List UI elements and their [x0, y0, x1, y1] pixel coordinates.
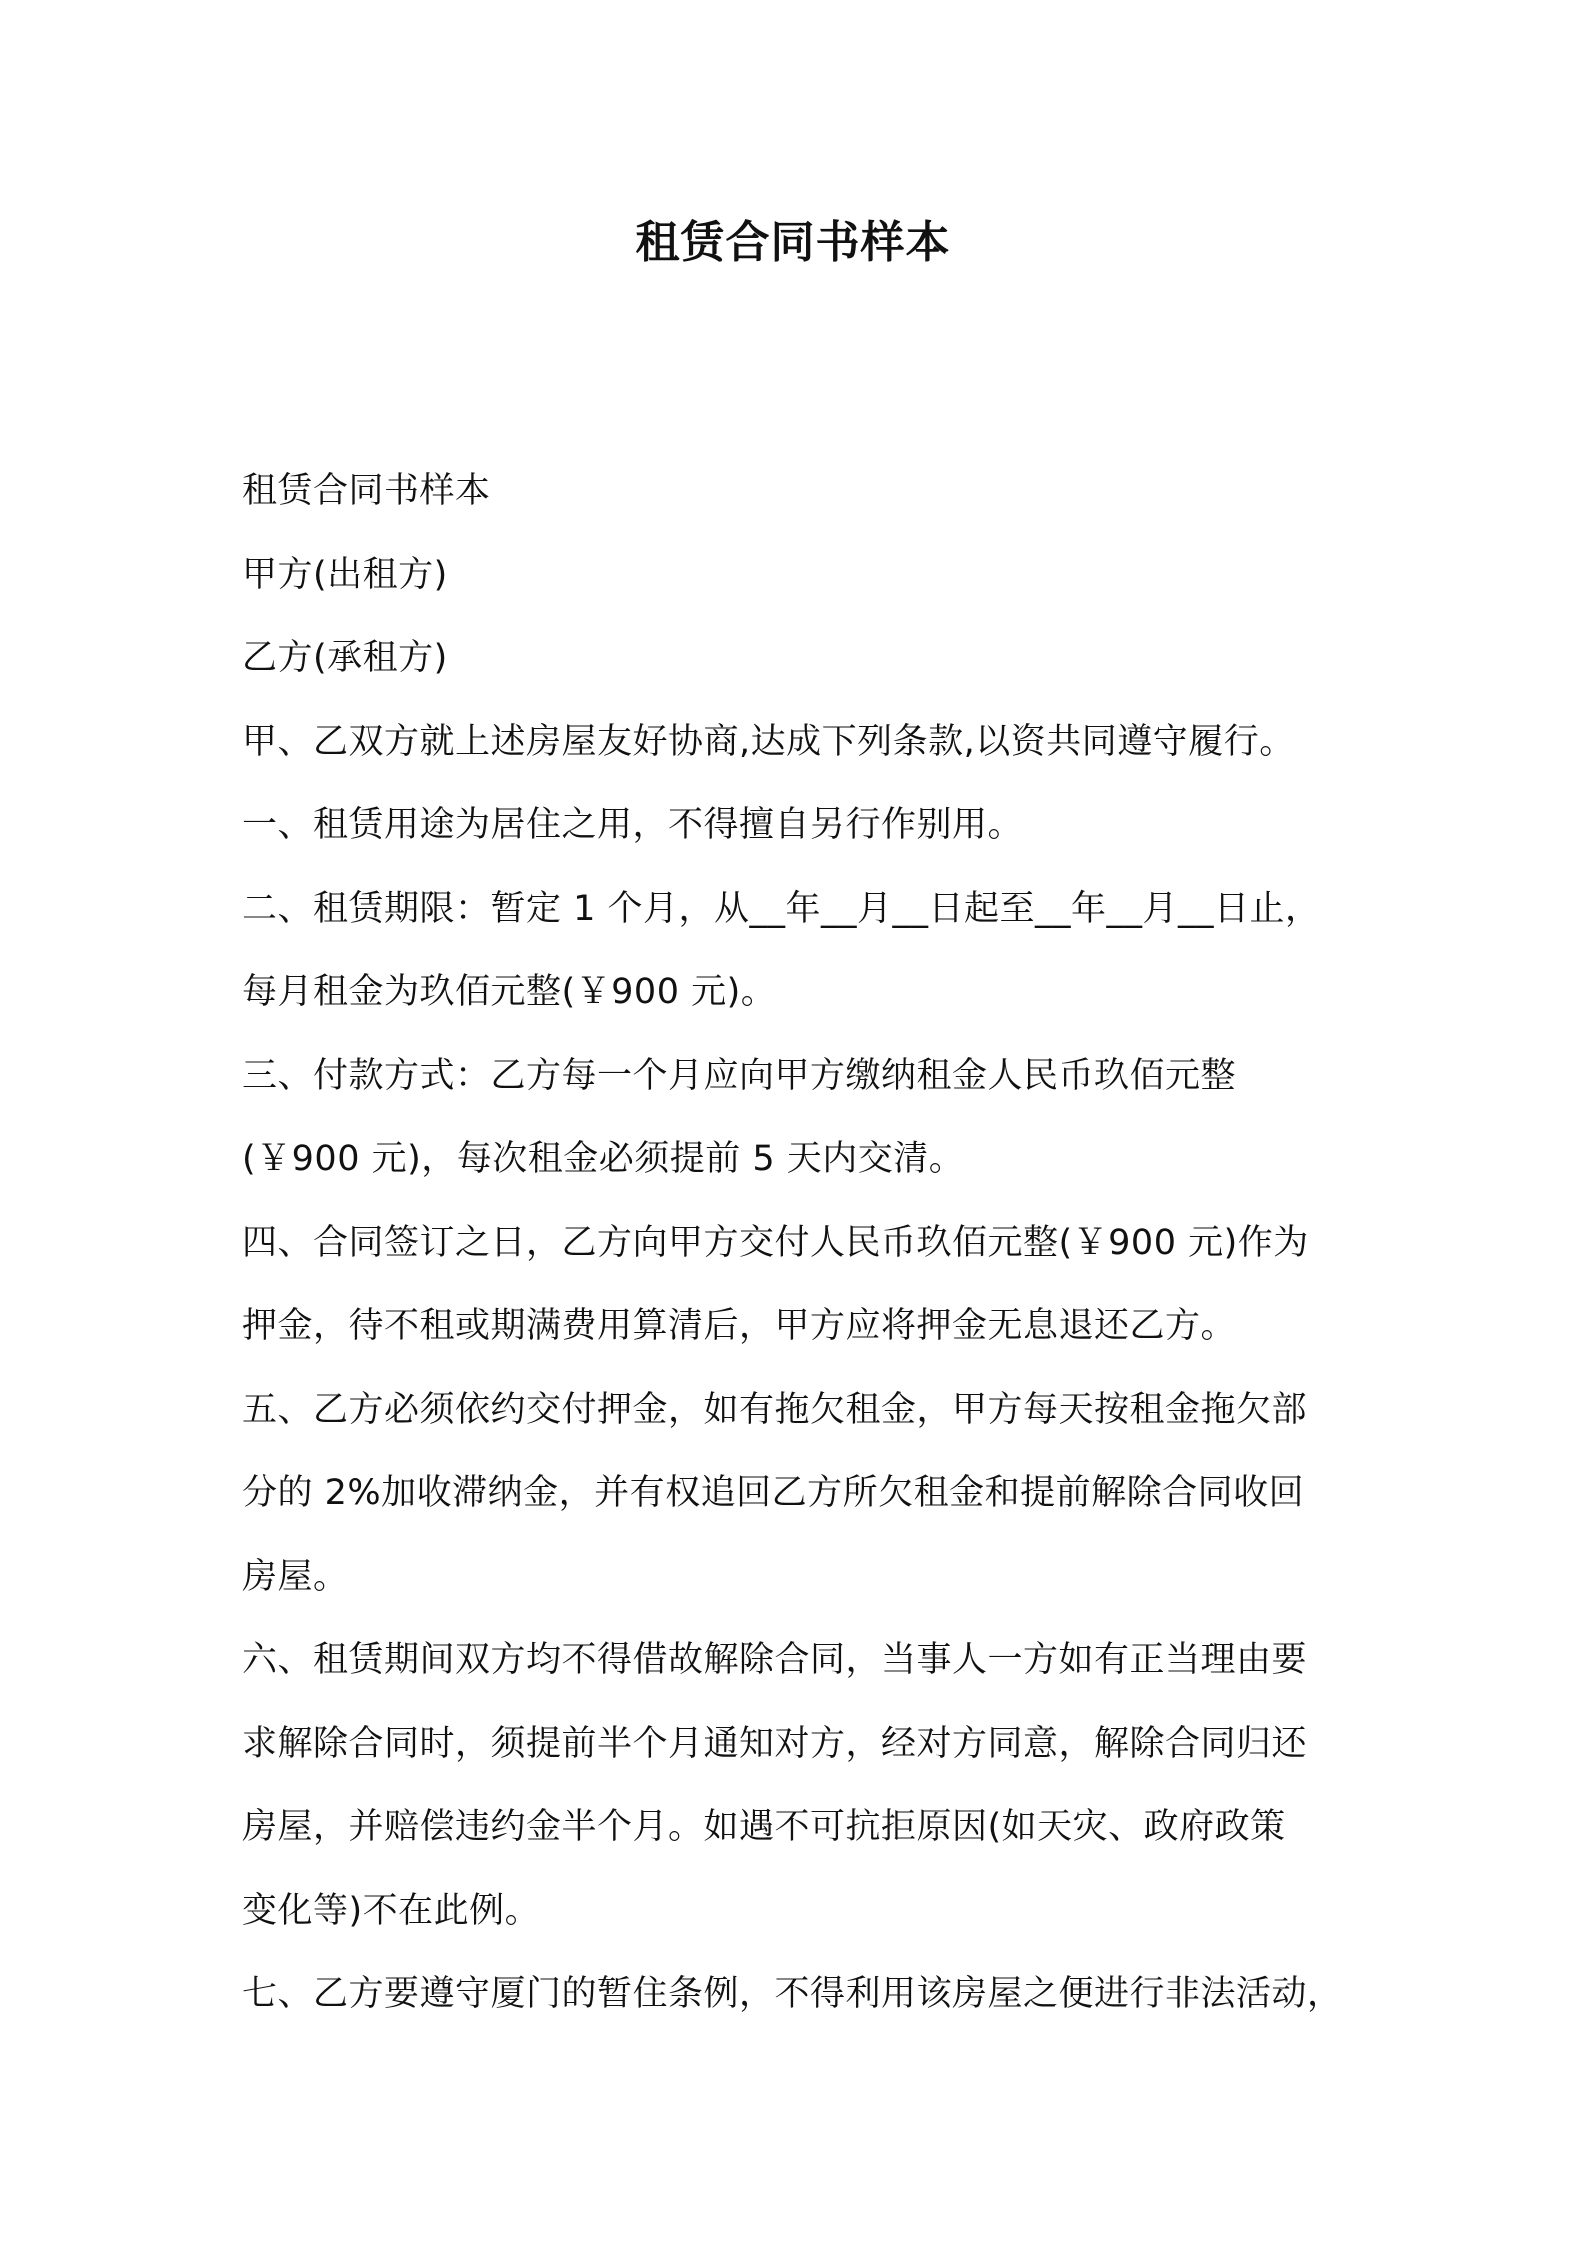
body-line: 三、付款方式：乙方每一个月应向甲方缴纳租金人民币玖佰元整 — [242, 1055, 1237, 1096]
body-line: 甲方(出租方) — [242, 554, 448, 595]
document-title: 租赁合同书样本 — [635, 217, 951, 268]
body-line: 六、租赁期间双方均不得借故解除合同，当事人一方如有正当理由要 — [242, 1640, 1308, 1680]
body-line: 每月租金为玖佰元整(￥900 元)。 — [242, 972, 777, 1012]
body-line: 七、乙方要遵守厦门的暂住条例，不得利用该房屋之便进行非法活动， — [242, 1974, 1343, 2014]
body-line: 房屋。 — [242, 1556, 349, 1597]
body-line: 变化等)不在此例。 — [242, 1890, 541, 1931]
body-line: 四、合同签订之日，乙方向甲方交付人民币玖佰元整(￥900 元)作为 — [242, 1222, 1309, 1263]
body-line: 甲、乙双方就上述房屋友好协商,达成下列条款,以资共同遵守履行。 — [242, 721, 1295, 762]
body-line: 求解除合同时，须提前半个月通知对方，经对方同意，解除合同归还 — [242, 1723, 1308, 1764]
body-line: 租赁合同书样本 — [242, 471, 491, 511]
body-line: 分的 2%加收滞纳金，并有权追回乙方所欠租金和提前解除合同收回 — [242, 1473, 1305, 1513]
body-line: 押金，待不租或期满费用算清后，甲方应将押金无息退还乙方。 — [242, 1306, 1237, 1346]
body-line: 房屋，并赔偿违约金半个月。如遇不可抗拒原因(如天灾、政府政策 — [242, 1807, 1286, 1847]
document-body — [242, 450, 1352, 2037]
body-line: (￥900 元)，每次租金必须提前 5 天内交清。 — [242, 1139, 965, 1179]
body-line: 五、乙方必须依约交付押金，如有拖欠租金，甲方每天按租金拖欠部 — [242, 1389, 1308, 1430]
body-line: 二、租赁期限：暂定 1 个月，从__年__月__日起至__年__月__日止， — [242, 888, 1321, 929]
body-line: 一、租赁用途为居住之用，不得擅自另行作别用。 — [242, 805, 1024, 845]
body-line: 乙方(承租方) — [242, 638, 448, 678]
